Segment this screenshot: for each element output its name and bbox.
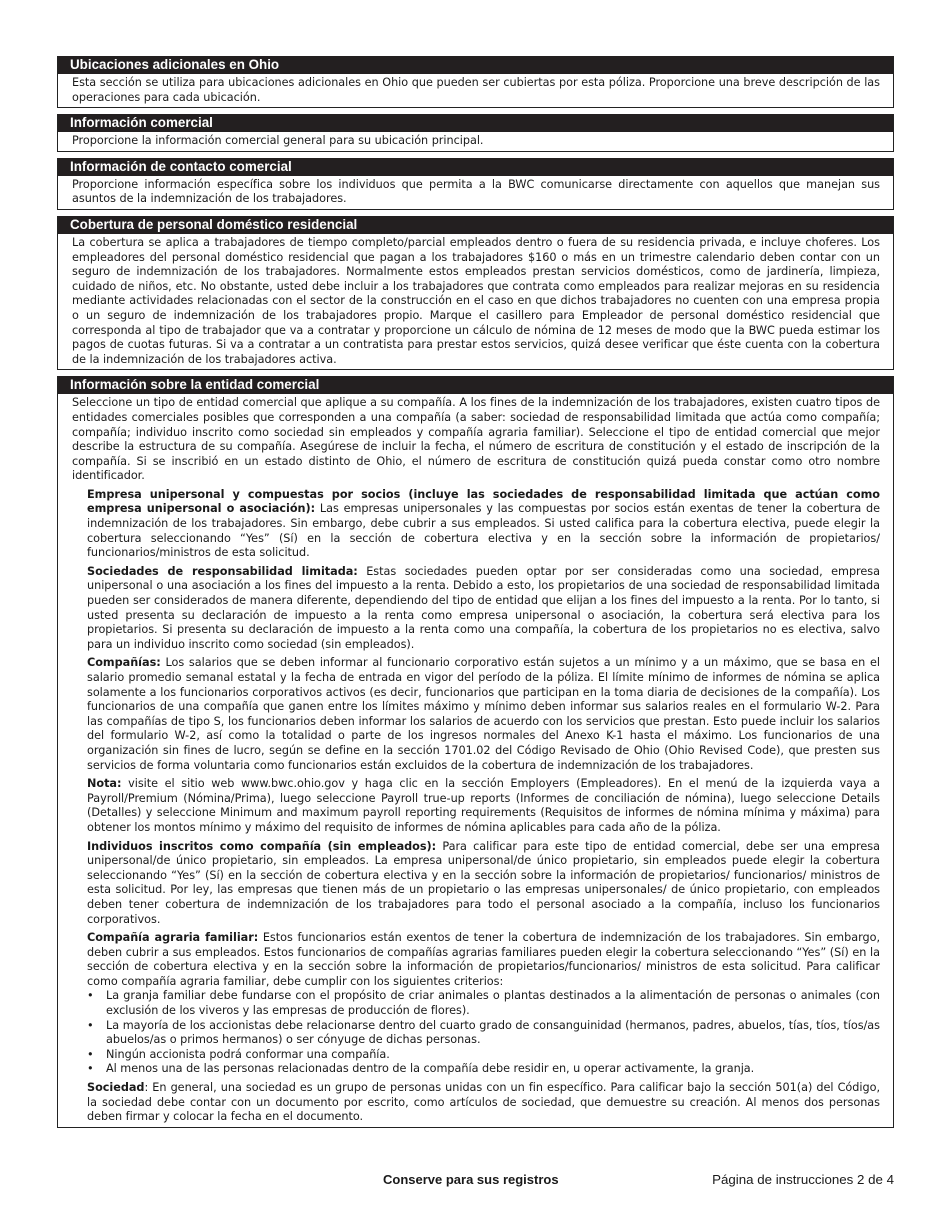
entity-text: Estas sociedades pueden optar por ser consideradas como una sociedad, empresa unipersonal o una asociación a los fines del impuesto a la renta. Debido a esto, los propietarios de una sociedad de responsabilidad limitada pueden ser considerados de manera diferente, dependiendo del tipo de entidad que elijan a los fines del impuesto a la renta. Por lo tanto, si usted presenta su declaración de impuesto a la renta como empresa unipersonal o asociación, la cobertura será electiva para los propietarios. Si presenta su declaración de impuesto a la renta como una compañía, la cobertura de los propietarios no es electiva, salvo para un individuo inscrito como sociedad (sin empleados).	[87, 564, 880, 651]
section-title: Información sobre la entidad comercial	[58, 376, 893, 394]
entity-individual	[72, 840, 880, 928]
keep-for-records-label: Conserve para sus registros	[383, 1172, 559, 1187]
section-ohio-locations	[57, 56, 894, 108]
entity-text: Estos funcionarios están exentos de tener la cobertura de indemnización de los trabajadores. Sin embargo, deben cubrir a sus empleados. Estos funcionarios de compañías agrarias familiares pueden elegir la cobertura seleccionando “Yes” (Sí) en la sección de cobertura electiva y en la sección sobre la información de propietarios/funcionarios/ ministros de esta solicitud. Para calificar como compañía agraria familiar, debe cumplir con los siguientes criterios:	[87, 931, 880, 988]
entity-intro: Seleccione un tipo de entidad comercial que aplique a su compañía. A los fines de la indemnización de los trabajadores, existen cuatro tipos de entidades comerciales posibles que corresponden a una compañía (a saber: sociedad de responsabilidad limitada que actúa como compañía; compañía; individuo inscrito como sociedad sin empleados y compañía agraria familiar). Seleccione el tipo de entidad comercial que mejor describe la estructura de su compañía. Asegúrese de incluir la fecha, el número de escritura de constitución y el estado de inscripción de la compañía. Si se inscribió en un estado distinto de Ohio, el número de escritura de constitución quizá pueda constar como otro nombre identificador.	[72, 396, 880, 483]
entity-corporation	[72, 656, 880, 773]
entity-label: Compañías:	[87, 656, 161, 670]
section-contact-info	[57, 158, 894, 210]
entity-sole-prop	[72, 488, 880, 561]
farm-criteria-list	[72, 989, 880, 1077]
list-item: • La granja familiar debe fundarse con el propósito de criar animales o plantas destinados a la alimentación de personas o animales (con exclusión de los viveros y las empresas de producción de flores).	[106, 989, 880, 1018]
section-title: Cobertura de personal doméstico residencial	[58, 216, 893, 234]
entity-note	[72, 777, 880, 835]
entity-text: : En general, una sociedad es un grupo de personas unidas con un fin específico. Para calificar bajo la sección 501(a) del Código, la sociedad debe contar con un documento por escrito, como artículos de sociedad, que demuestre su creación. Al menos dos personas deben firmar y colocar la fecha en el documento.	[87, 1081, 880, 1124]
section-text: Esta sección se utiliza para ubicaciones adicionales en Ohio que pueden ser cubiertas por esta póliza. Proporcione una breve descripción de las operaciones para cada ubicación.	[72, 76, 880, 104]
entity-text: Los salarios que se deben informar al funcionario corporativo están sujetos a un mínimo y a un máximo, que se basa en el salario promedio semanal estatal y la fecha de entrada en vigor del período de la póliza. El límite mínimo de informes de nómina se aplica solamente a los funcionarios corporativos activos (es decir, funcionarios que participan en la toma diaria de decisiones de la compañía). Los funcionarios de una compañía que ganen entre los límites máximo y mínimo deben informar sus salarios reales en el formulario W-2. Para las compañías de tipo S, los funcionarios deben informar los salarios de acuerdo con los servicios que prestan. Esto puede incluir los salarios del formulario W-2, así como la totalidad o parte de los ingresos normales del Anexo K-1 hasta el máximo. Los funcionarios de una organización sin fines de lucro, según se define en la sección 1701.02 del Código Revisado de Ohio (Ohio Revised Code), que presten sus servicios de forma voluntaria como funcionarios están excluidos de la cobertura de indemnización de los trabajadores.	[87, 656, 880, 772]
entity-label: Sociedad	[87, 1081, 145, 1095]
entity-text: Las empresas unipersonales y las compuestas por socios están exentas de tener la cobertura de indemnización de los trabajadores. Sin embargo, debe cubrir a sus empleados. Si usted califica para la cobertura electiva, puede elegir la cobertura seleccionando “Yes” (Sí) en la sección de cobertura electiva y en la sección sobre la información de propietarios/ funcionarios/ministros de esta solicitud.	[87, 502, 880, 560]
page-footer	[0, 1172, 950, 1190]
entity-label: Compañía agraria familiar:	[87, 931, 259, 945]
entity-label: Empresa unipersonal y compuestas por socios (incluye las sociedades de responsabilidad limitada que actúan como empresa unipersonal o asociación):	[87, 487, 880, 516]
page-number: Página de instrucciones 2 de 4	[712, 1172, 894, 1187]
entity-text: Para calificar para este tipo de entidad comercial, debe ser una empresa unipersonal/de único propietario, sin empleados. La empresa unipersonal/de único propietario, sin empleados puede elegir la cobertura seleccionando “Yes” (Sí) en la sección de cobertura electiva y en la sección sobre la información de propietarios/ funcionarios/ ministros de esta solicitud. Por ley, las empresas que tienen más de un propietario o las empresas unipersonales/ de único propietario, con empleados deben tener cobertura de indemnización de los trabajadores para todo el personal asociado a la compañía, incluso los funcionarios corporativos.	[87, 839, 880, 926]
list-item: • Al menos una de las personas relacionadas dentro de la compañía debe residir en, u operar activamente, la granja.	[106, 1062, 880, 1077]
entity-label: Individuos inscritos como compañía (sin empleados):	[87, 839, 437, 853]
section-title: Ubicaciones adicionales en Ohio	[58, 56, 893, 74]
section-domestic-coverage	[57, 216, 894, 370]
entity-family-farm	[72, 931, 880, 989]
section-business-entity	[57, 376, 894, 1128]
list-item: • La mayoría de los accionistas debe relacionarse dentro del cuarto grado de consanguinidad (hermanos, padres, abuelos, tías, tíos, tíos/as abuelos/as o primos hermanos) o ser cónyuge de dichas personas.	[106, 1019, 880, 1048]
section-title: Información comercial	[58, 114, 893, 132]
list-item: • Ningún accionista podrá conformar una compañía.	[106, 1048, 880, 1063]
section-text: Proporcione la información comercial general para su ubicación principal.	[72, 134, 484, 148]
section-title: Información de contacto comercial	[58, 158, 893, 176]
entity-llc	[72, 565, 880, 653]
section-commercial-info	[57, 114, 894, 152]
entity-text: visite el sitio web www.bwc.ohio.gov y haga clic en la sección Employers (Empleadores). En el menú de la izquierda vaya a Payroll/Premium (Nómina/Prima), luego seleccione Payroll true-up reports (Informes de conciliación de nómina), luego seleccione Details (Detalles) y seleccione Minimum and maximum payroll reporting requirements (Requisitos de informes de nómina mínima y máxima) para obtener los montos mínimo y máximo del requisito de informes de nómina aplicables para cada año de la póliza.	[87, 777, 880, 834]
section-text: Proporcione información específica sobre los individuos que permita a la BWC comunicarse directamente con aquellos que manejan sus asuntos de la indemnización de los trabajadores.	[72, 177, 880, 206]
entity-label: Sociedades de responsabilidad limitada:	[87, 564, 358, 578]
instruction-page	[57, 56, 894, 1134]
section-text: La cobertura se aplica a trabajadores de tiempo completo/parcial empleados dentro o fuera de su residencia privada, e incluye choferes. Los empleadores del personal doméstico residencial que pagan a los trabajadores $160 o más en un trimestre calendario deben contar con un seguro de indemnización de los trabajadores. Normalmente estos empleados prestan servicios domésticos, como de jardinería, limpieza, cuidado de niños, etc. No obstante, usted debe incluir a los trabajadores que contrata como empleados para realizar mejoras en su residencia mediante actividades relacionadas con el sector de la construcción en el caso en que dichos trabajadores no cuenten con una empresa propia o un seguro de indemnización de los trabajadores propio. Marque el casillero para Empleador de personal doméstico residencial que corresponda al tipo de trabajador que va a contratar y proporcione un cálculo de nómina de 12 meses de modo que la BWC pueda estimar los pagos de cuotas futuras. Si va a contratar a un contratista para prestar estos servicios, quizá desee verificar que éste cuenta con la cobertura de la indemnización de los trabajadores activa.	[72, 235, 880, 366]
entity-partnership	[72, 1081, 880, 1125]
entity-label: Nota:	[87, 777, 122, 791]
